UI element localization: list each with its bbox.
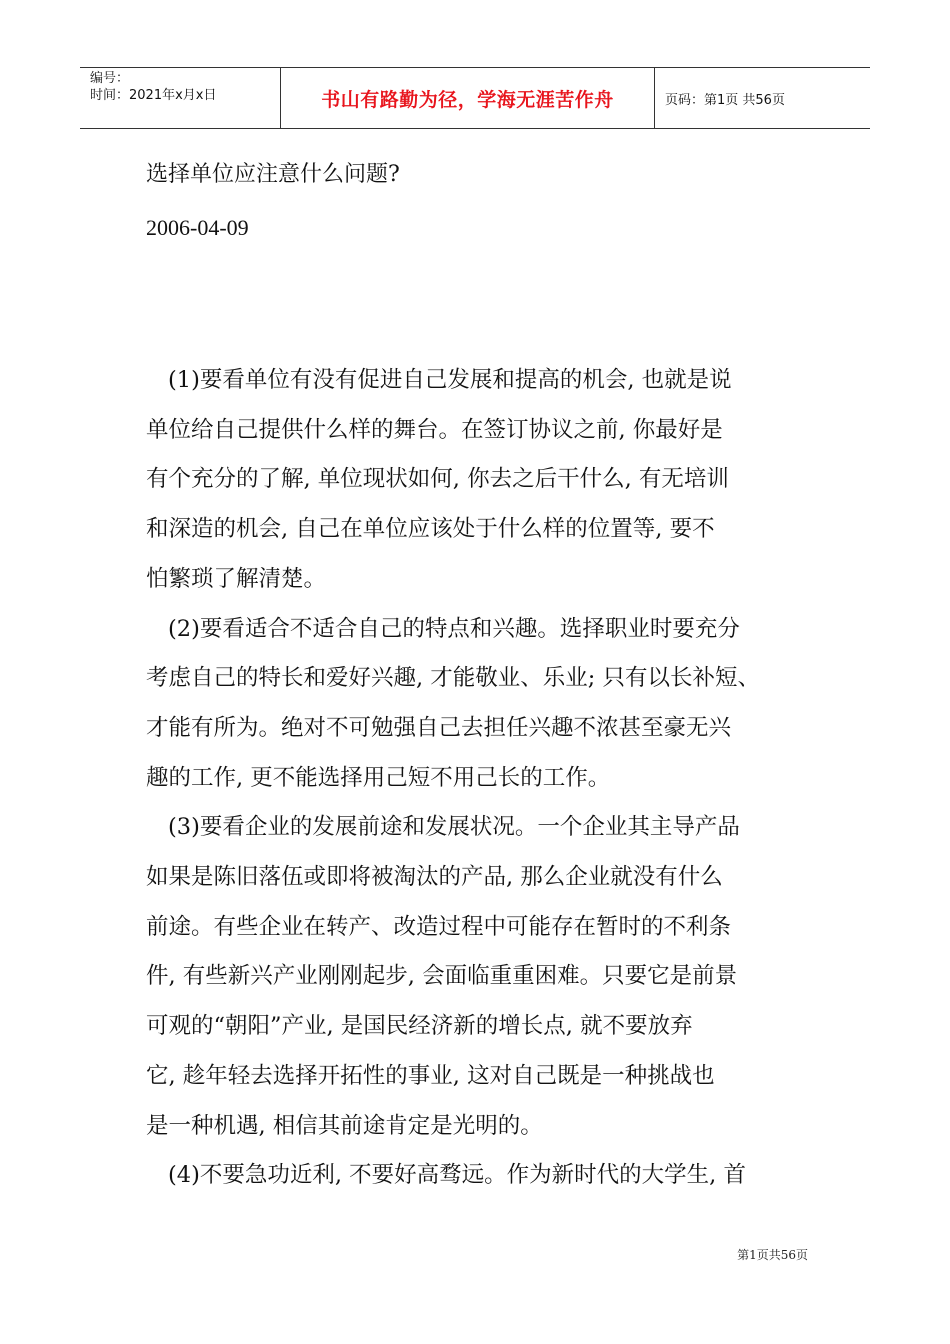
text-line: 是一种机遇, 相信其前途肯定是光明的。 (146, 1112, 543, 1139)
text-line: 它, 趁年轻去选择开拓性的事业, 这对自己既是一种挑战也 (146, 1062, 715, 1089)
number-label: 编号： (90, 71, 130, 86)
time-label: 时间：2021年x月x日 (90, 88, 217, 103)
text-line: 单位给自己提供什么样的舞台。在签订协议之前, 你最好是 (146, 416, 723, 443)
motto: 书山有路勤为径，学海无涯苦作舟 (321, 88, 614, 111)
paragraph-3 (146, 803, 836, 1151)
text-line: (2)要看适合不适合自己的特点和兴趣。选择职业时要充分 (168, 615, 740, 642)
document-date: 2006-04-09 (146, 215, 249, 240)
text-line: 有个充分的了解, 单位现状如何, 你去之后干什么, 有无培训 (146, 466, 729, 493)
header-info-cell (80, 68, 281, 128)
header-motto-cell (281, 68, 655, 128)
document-body (146, 356, 836, 1201)
text-line: 可观的“朝阳”产业, 是国民经济新的增长点, 就不要放弃 (146, 1013, 693, 1040)
text-line: 考虑自己的特长和爱好兴趣, 才能敬业、乐业; 只有以长补短、 (146, 665, 761, 692)
text-line: 趣的工作, 更不能选择用己短不用己长的工作。 (146, 764, 611, 791)
footer-page-number: 第1页共56页 (737, 1248, 808, 1262)
text-line: 件, 有些新兴产业刚刚起步, 会面临重重困难。只要它是前景 (146, 963, 738, 990)
paragraph-1 (146, 356, 836, 605)
text-line: (1)要看单位有没有促进自己发展和提高的机会, 也就是说 (168, 367, 732, 393)
page-header (80, 67, 870, 129)
paragraph-2 (146, 605, 836, 804)
text-line: 如果是陈旧落伍或即将被淘汰的产品, 那么企业就没有什么 (146, 864, 723, 891)
text-line: (4)不要急功近利, 不要好高骛远。作为新时代的大学生, 首 (168, 1162, 746, 1189)
text-line: 才能有所为。绝对不可勉强自己去担任兴趣不浓甚至豪无兴 (146, 714, 732, 741)
paragraph-4 (146, 1151, 836, 1201)
text-line: 前途。有些企业在转产、改造过程中可能存在暂时的不利条 (146, 913, 732, 940)
text-line: (3)要看企业的发展前途和发展状况。一个企业其主导产品 (168, 814, 740, 841)
header-page-cell (655, 68, 870, 128)
text-line: 怕繁琐了解清楚。 (146, 565, 327, 592)
page-label: 页码：第1页 共56页 (665, 92, 785, 108)
document-title: 选择单位应注意什么问题? (146, 162, 400, 187)
text-line: 和深造的机会, 自己在单位应该处于什么样的位置等, 要不 (146, 516, 715, 543)
